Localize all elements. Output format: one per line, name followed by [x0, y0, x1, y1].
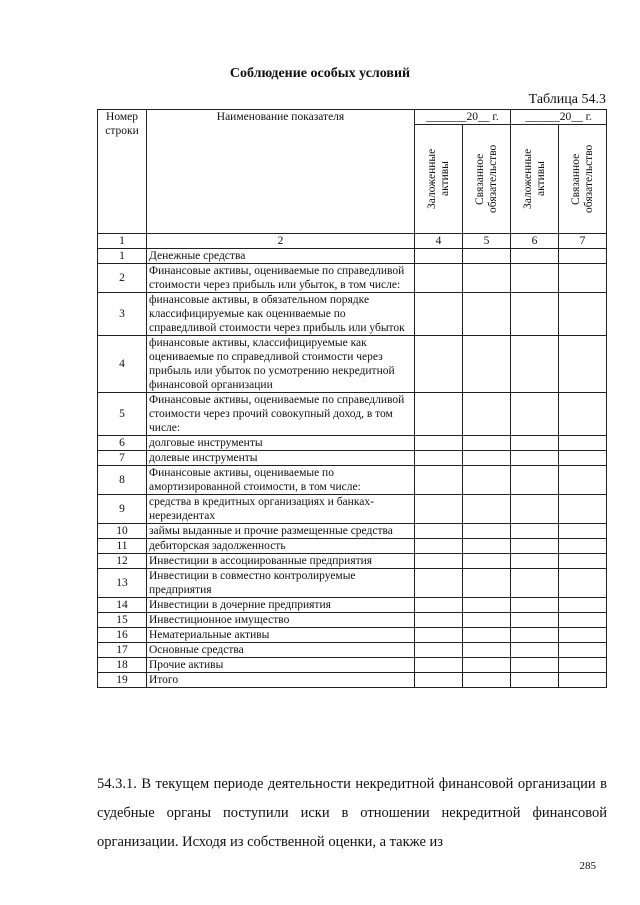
value-cell — [415, 643, 463, 658]
row-label: Финансовые активы, оцениваемые по амортизированной стоимости, в том числе: — [147, 466, 415, 495]
value-cell — [463, 293, 511, 336]
value-cell — [559, 673, 607, 688]
table-row — [98, 598, 607, 613]
value-cell — [463, 539, 511, 554]
row-number: 9 — [98, 495, 147, 524]
value-cell — [463, 436, 511, 451]
column-number: 4 — [415, 234, 463, 249]
value-cell — [463, 466, 511, 495]
table-row — [98, 554, 607, 569]
value-cell — [511, 393, 559, 436]
value-cell — [511, 658, 559, 673]
value-cell — [511, 495, 559, 524]
value-cell — [511, 436, 559, 451]
value-cell — [415, 628, 463, 643]
column-numbers-row — [98, 234, 607, 249]
row-label: Финансовые активы, оцениваемые по справедливой стоимости через прибыль или убыток, в том числе: — [147, 264, 415, 293]
value-cell — [463, 658, 511, 673]
value-cell — [511, 554, 559, 569]
value-cell — [463, 569, 511, 598]
value-cell — [511, 451, 559, 466]
value-cell — [559, 451, 607, 466]
value-cell — [463, 613, 511, 628]
table-row — [98, 336, 607, 393]
value-cell — [511, 539, 559, 554]
row-number: 1 — [98, 249, 147, 264]
table-row — [98, 436, 607, 451]
value-cell — [415, 249, 463, 264]
row-number: 8 — [98, 466, 147, 495]
value-cell — [511, 613, 559, 628]
column-number: 5 — [463, 234, 511, 249]
value-cell — [511, 598, 559, 613]
row-label: Прочие активы — [147, 658, 415, 673]
value-cell — [559, 293, 607, 336]
row-label: Нематериальные активы — [147, 628, 415, 643]
value-cell — [511, 293, 559, 336]
row-label: Инвестиции в совместно контролируемые предприятия — [147, 569, 415, 598]
header-related-liability-1: Связанное обязательство — [463, 125, 511, 234]
row-number: 18 — [98, 658, 147, 673]
value-cell — [463, 495, 511, 524]
value-cell — [415, 539, 463, 554]
value-cell — [415, 524, 463, 539]
column-number: 7 — [559, 234, 607, 249]
row-label: Основные средства — [147, 643, 415, 658]
table-row — [98, 643, 607, 658]
value-cell — [511, 249, 559, 264]
value-cell — [463, 554, 511, 569]
header-year-1: _______20__ г. — [415, 110, 511, 125]
value-cell — [463, 524, 511, 539]
value-cell — [415, 264, 463, 293]
value-cell — [511, 524, 559, 539]
row-number: 11 — [98, 539, 147, 554]
value-cell — [511, 673, 559, 688]
row-label: Инвестиционное имущество — [147, 613, 415, 628]
value-cell — [415, 569, 463, 598]
row-label: дебиторская задолженность — [147, 539, 415, 554]
value-cell — [559, 264, 607, 293]
header-indicator: Наименование показателя — [147, 110, 415, 234]
row-number: 4 — [98, 336, 147, 393]
value-cell — [415, 336, 463, 393]
row-label: Итого — [147, 673, 415, 688]
value-cell — [511, 628, 559, 643]
value-cell — [511, 336, 559, 393]
value-cell — [463, 249, 511, 264]
value-cell — [559, 643, 607, 658]
row-label: долговые инструменты — [147, 436, 415, 451]
table-caption: Таблица 54.3 — [528, 92, 606, 107]
table-row — [98, 495, 607, 524]
value-cell — [415, 451, 463, 466]
row-label: Инвестиции в дочерние предприятия — [147, 598, 415, 613]
value-cell — [463, 673, 511, 688]
value-cell — [415, 495, 463, 524]
row-number: 10 — [98, 524, 147, 539]
row-number: 5 — [98, 393, 147, 436]
row-label: долевые инструменты — [147, 451, 415, 466]
value-cell — [463, 628, 511, 643]
table-row — [98, 293, 607, 336]
value-cell — [463, 393, 511, 436]
value-cell — [415, 436, 463, 451]
table-row — [98, 673, 607, 688]
value-cell — [559, 613, 607, 628]
value-cell — [559, 336, 607, 393]
value-cell — [559, 249, 607, 264]
row-label: финансовые активы, классифицируемые как оцениваемые по справедливой стоимости через прибыль или убыток по усмотрению некредитной финансовой организации — [147, 336, 415, 393]
value-cell — [415, 658, 463, 673]
value-cell — [559, 658, 607, 673]
value-cell — [511, 569, 559, 598]
value-cell — [415, 393, 463, 436]
value-cell — [559, 436, 607, 451]
row-number: 15 — [98, 613, 147, 628]
row-label: Инвестиции в ассоциированные предприятия — [147, 554, 415, 569]
header-row-number: Номер строки — [98, 110, 147, 234]
table-row — [98, 658, 607, 673]
value-cell — [511, 264, 559, 293]
page-title: Соблюдение особых условий — [229, 66, 411, 81]
value-cell — [463, 336, 511, 393]
value-cell — [559, 466, 607, 495]
row-label: финансовые активы, в обязательном порядке классифицируемые как оцениваемые по справедливой стоимости через прибыль или убыток — [147, 293, 415, 336]
special-conditions-table — [97, 109, 607, 688]
row-number: 19 — [98, 673, 147, 688]
row-label: средства в кредитных организациях и банках-нерезидентах — [147, 495, 415, 524]
value-cell — [511, 466, 559, 495]
value-cell — [559, 628, 607, 643]
value-cell — [559, 495, 607, 524]
value-cell — [559, 598, 607, 613]
table-row — [98, 569, 607, 598]
header-pledged-assets-1: Заложенные активы — [415, 125, 463, 234]
value-cell — [463, 451, 511, 466]
value-cell — [463, 598, 511, 613]
header-related-liability-2: Связанное обязательство — [559, 125, 607, 234]
value-cell — [511, 643, 559, 658]
value-cell — [463, 643, 511, 658]
value-cell — [463, 264, 511, 293]
row-number: 16 — [98, 628, 147, 643]
row-number: 13 — [98, 569, 147, 598]
value-cell — [559, 539, 607, 554]
table-row — [98, 393, 607, 436]
value-cell — [415, 293, 463, 336]
table-row — [98, 466, 607, 495]
row-number: 6 — [98, 436, 147, 451]
header-pledged-assets-2: Заложенные активы — [511, 125, 559, 234]
row-number: 2 — [98, 264, 147, 293]
column-number: 2 — [147, 234, 415, 249]
row-number: 3 — [98, 293, 147, 336]
table-row — [98, 613, 607, 628]
row-label: Финансовые активы, оцениваемые по справедливой стоимости через прочий совокупный доход, в том числе: — [147, 393, 415, 436]
row-label: Денежные средства — [147, 249, 415, 264]
value-cell — [559, 569, 607, 598]
column-number: 1 — [98, 234, 147, 249]
value-cell — [415, 673, 463, 688]
value-cell — [559, 554, 607, 569]
value-cell — [415, 598, 463, 613]
column-number: 6 — [511, 234, 559, 249]
paragraph-text: 54.3.1. В текущем периоде деятельности некредитной финансовой организации в судебные органы поступили иски в отношении некредитной финансовой организации. Исходя из собственной оценки, а также из — [97, 776, 607, 850]
table-row — [98, 628, 607, 643]
table-row — [98, 249, 607, 264]
header-year-2: ______20__ г. — [511, 110, 607, 125]
table-row — [98, 539, 607, 554]
value-cell — [415, 613, 463, 628]
row-label: займы выданные и прочие размещенные средства — [147, 524, 415, 539]
row-number: 12 — [98, 554, 147, 569]
row-number: 14 — [98, 598, 147, 613]
table-row — [98, 524, 607, 539]
row-number: 17 — [98, 643, 147, 658]
table-row — [98, 451, 607, 466]
value-cell — [415, 466, 463, 495]
table-row — [98, 264, 607, 293]
value-cell — [415, 554, 463, 569]
value-cell — [559, 524, 607, 539]
page-number: 285 — [579, 860, 596, 872]
row-number: 7 — [98, 451, 147, 466]
value-cell — [559, 393, 607, 436]
